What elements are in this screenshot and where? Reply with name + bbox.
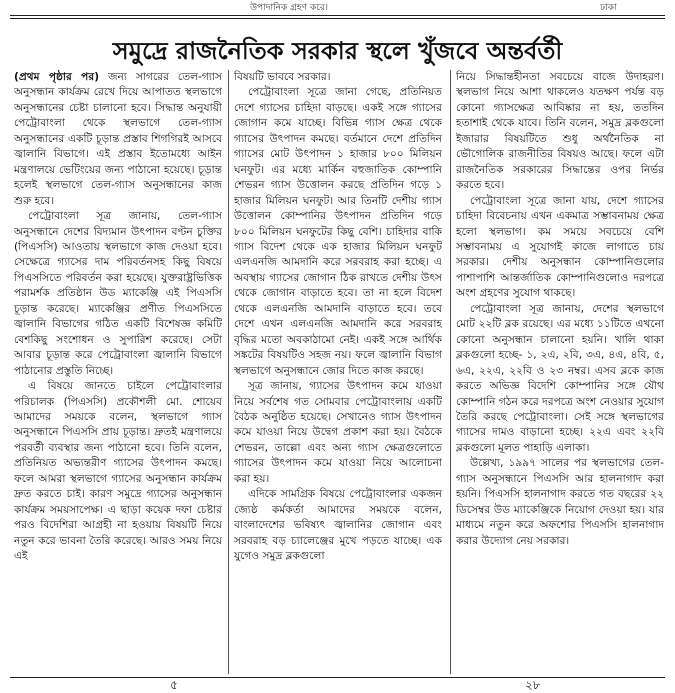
paragraph: এদিকে সামগ্রিক বিষয়ে পেট্রোবাংলার একজন জ্যেষ্ঠ কর্মকর্তা আমাদের সময়কে বলেন, বাংলাদেশের ভবিষ্যৎ জ্বালানির জোগান এবং সরবরাহ বড় চ্যালেঞ্জের মুখে পড়তে যাচ্ছে। এক যুগেও সমুদ্র ব্লকগুলো [234,488,442,563]
top-strip [0,0,675,14]
top-rule [10,15,665,16]
paragraph: সূত্র জানায়, গ্যাসের উৎপাদন কমে যাওয়া নিয়ে সর্বশেষ গত সোমবার পেট্রোবাংলায় একটি বৈঠক অনুষ্ঠিত হয়েছে। সেখানেও গ্যাস উৎপাদন কমে যাওয়া নিয়ে উদ্বেগ প্রকাশ করা হয়। বৈঠকে শেভরন, তাল্লো এবং অন্য গ্যাস ক্ষেত্রগুলোতে গ্যাসের উৎপাদন কমে যাওয়া নিয়ে আলোচনা করা হয়। [234,380,442,485]
paragraph-text: জন্য সাগরের তেল-গ্যাস অনুসন্ধান কার্যক্রম রেখে দিয়ে আপাতত স্থলভাগে অনুসন্ধানের চেষ্টা চালানো হবে। সিদ্ধান্ত অনুযায়ী পেট্রোবাংলা থেকে স্থলভাগে তেল-গ্যাস অনুসন্ধানের একটি চূড়ান্ত প্রস্তাব শিগগিরই আসবে জ্বালানি বিভাগে। এই প্রস্তাব ইতোমধ্যে আইন মন্ত্রণালয়ে ভেটিংয়ের জন্য পাঠানো হয়েছে। চূড়ান্ত হলেই স্থলভাগে তেল-গ্যাস অনুসন্ধানের কাজ শুরু হবে। [14,71,222,207]
continuation-label: (প্রথম পৃষ্ঠার পর) [14,71,100,83]
paragraph: এ বিষয়ে জানতে চাইলে পেট্রোবাংলার পরিচালক (পিএসসি) প্রকৌশলী মো. শোয়েব আমাদের সময়কে বলেন, স্থলভাগে গ্যাস অনুসন্ধানে পিএসসি প্রায় চূড়ান্ত। দ্রুতই মন্ত্রণালয়ে পরবর্তী ব্যবস্থার জন্য পাঠানো হবে। তিনি বলেন, প্রতিনিয়ত অভ্যন্তরীণ গ্যাসের উৎপাদন কমছে। ফলে আমরা স্থলভাগে গ্যাসের অনুসন্ধান কার্যক্রম দ্রুত করতে চাই। কারণ সমুদ্রে গ্যাসের অনুসন্ধান কার্যক্রম সময়সাপেক্ষ। এ ছাড়া কয়েক দফা চেষ্টার পরও বিদেশিরা আগ্রহী না হওয়ায় বিষয়টি নিয়ে নতুন করে ভাবনা তৈরি করেছে। আরও সময় নিয়ে এই [14,380,222,563]
column-divider [450,70,451,674]
top-strip-left-text: উপাদানিক গ্রহণ করে। [250,3,329,13]
top-rule-thin [10,18,665,19]
paragraph: উল্লেখ্য, ১৯৯৭ সালের পর স্থলভাগের তেল-গ্যাস অনুসন্ধানে পিএসসি আর হালনাগাদ করা হয়নি। পিএসসি হালনাগাদ করতে গত বছরের ২২ ডিসেম্বর উড ম্যাকেঞ্জিকে নিয়োগ দেওয়া হয়। যার মাধ্যমে নতুন করে অফশোর পিএসসি হালনাগাদ করার উদ্যোগ নেয় সরকার। [456,457,664,547]
bottom-strip-right-text: ২৮ [525,680,541,692]
paragraph: পেট্রোবাংলা সূত্রে জানা গেছে, প্রতিনিয়ত দেশে গ্যাসের চাহিদা বাড়ছে। একই সঙ্গে গ্যাসের জোগান কমে যাচ্ছে। বিভিন্ন গ্যাস ক্ষেত্র থেকে গ্যাসের উৎপাদন কমছে। বর্তমানে দেশে প্রতিদিন গ্যাসের মোট উৎপাদন ১ হাজার ৮০০ মিলিয়ন ঘনফুট। এর মধ্যে মার্কিন বহুজাতিক কোম্পানি শেভরন গ্যাস উত্তোলন করছে প্রতিদিন গড়ে ১ হাজার মিলিয়ন ঘনফুট। আর তিনটি দেশীয় গ্যাস উত্তোলন কোম্পানির উৎপাদন প্রতিদিন গড়ে ৮০০ মিলিয়ন ঘনফুটের কিছু বেশি। চাহিদার বাকি গ্যাস বিদেশ থেকে এক হাজার মিলিয়ন ঘনফুট এলএনজি আমদানি করে সরবরাহ করা হচ্ছে। এ অবস্থায় গ্যাসের জোগান ঠিক রাখতে দেশীয় উৎস থেকে জোগান বাড়াতে হবে। তা না হলে বিদেশ থেকে এলএনজি আমদানি বাড়াতে হবে। তবে দেশে এখন এলএনজি আমদানি করে সরবরাহ বৃদ্ধির মতো অবকাঠামো নেই। একই সঙ্গে আর্থিক সঙ্কটের বিষয়টিও সহজ নয়। ফলে জ্বালানি বিভাগ স্থলভাগে অনুসন্ধানে জোর দিতে কাজ করছে। [234,86,442,377]
headline: সমুদ্রে রাজনৈতিক সরকার স্থলে খুঁজবে অন্তর্বর্তী [112,36,563,65]
column-1 [14,70,222,674]
column-3 [456,70,664,674]
article-body [14,70,664,674]
paragraph: পেট্রোবাংলা সূত্রে জানা যায়, দেশে গ্যাসের চাহিদা বিবেচনায় এখন একমাত্র সম্ভাবনাময় ক্ষেত্র হলো স্থলভাগ। কম সময়ে সবচেয়ে বেশি সম্ভাবনাময় এ সুযোগই কাজে লাগাতে চায় সরকার। দেশীয় অনুসন্ধান কোম্পানিগুলোর পাশাপাশি আন্তর্জাতিক কোম্পানিগুলোও দরপত্রে অংশ গ্রহণের সুযোগ থাকছে। [456,194,664,300]
top-strip-right-text: ঢাকা [600,3,617,13]
paragraph: বিষয়টি ভাববে সরকার। [234,71,331,83]
paragraph: নিয়ে সিদ্ধান্তহীনতা সবচেয়ে বাজে উদাহরণ। স্থলভাগ নিয়ে আশা থাকলেও যতক্ষণ পর্যন্ত বড় কোনো গ্যাসক্ষেত্র আবিষ্কার না হয়, ততদিন হতাশাই থেকে যাবে। তিনি বলেন, সমুদ্র ব্লকগুলো ইজারার বিষয়টিতে শুধু অর্থনৈতিক না ভৌগোলিক রাজনীতির বিষয়ও আছে। ফলে এটা রাজনৈতিক সরকারের সিদ্ধান্তের ওপর নির্ভর করতে হবে। [456,71,664,192]
bottom-rule [10,677,665,678]
bottom-strip-left-text: ৫ [170,680,178,692]
paragraph [14,70,222,209]
column-divider [228,70,229,674]
bottom-strip [0,680,675,693]
column-2 [234,70,442,674]
paragraph: পেট্রোবাংলা সূত্র জানায়, তেল-গ্যাস অনুসন্ধানে দেশের বিদ্যমান উৎপাদন বণ্টন চুক্তির (পিএসসি) আওতায় স্থলভাগে কাজ দেওয়া হবে। সেক্ষেত্রে গ্যাসের দাম পরিবর্তনসহ কিছু বিষয়ে পিএসসিতে পরিবর্তন করা হয়েছে। যুক্তরাষ্ট্রভিত্তিক পরামর্শক প্রতিষ্ঠান উড ম্যাকেঞ্জি এই পিএসসি চূড়ান্ত করেছে। ম্যাকেঞ্জির প্রণীত পিএসসিতে জ্বালানি বিভাগের গঠিত একটি বিশেষজ্ঞ কমিটি বেশকিছু সংশোধন ও সুপারিশ করেছে। সেটা আবার চূড়ান্ত করে পেট্রোবাংলা জ্বালানি বিভাগে পাঠানোর প্রস্তুতি নিচ্ছে। [14,210,222,377]
paragraph: পেট্রোবাংলা সূত্র জানায়, দেশের স্থলভাগে মোট ২২টি ব্লক রয়েছে। এর মধ্যে ১১টিতে এখনো কোনো অনুসন্ধান চালানো হয়নি। খালি থাকা ব্লকগুলো হচ্ছে- ১, ২এ, ২বি, ৩এ, ৪এ, ৪বি, ৫, ৬এ, ২২এ, ২২বি ও ২৩ নম্বর। এসব ব্লকে কাজ করতে অভিজ্ঞ বিদেশি কোম্পানির সঙ্গে যৌথ কোম্পানি গঠন করে দরপত্রে অংশ নেওয়ার সুযোগ তৈরি করছে পেট্রোবাংলা। সেই সঙ্গে স্থলভাগের গ্যাসের দামও বাড়ানো হচ্ছে। ২২এ এবং ২২বি ব্লকগুলো মূলত পাহাড়ি এলাকা। [456,302,664,454]
